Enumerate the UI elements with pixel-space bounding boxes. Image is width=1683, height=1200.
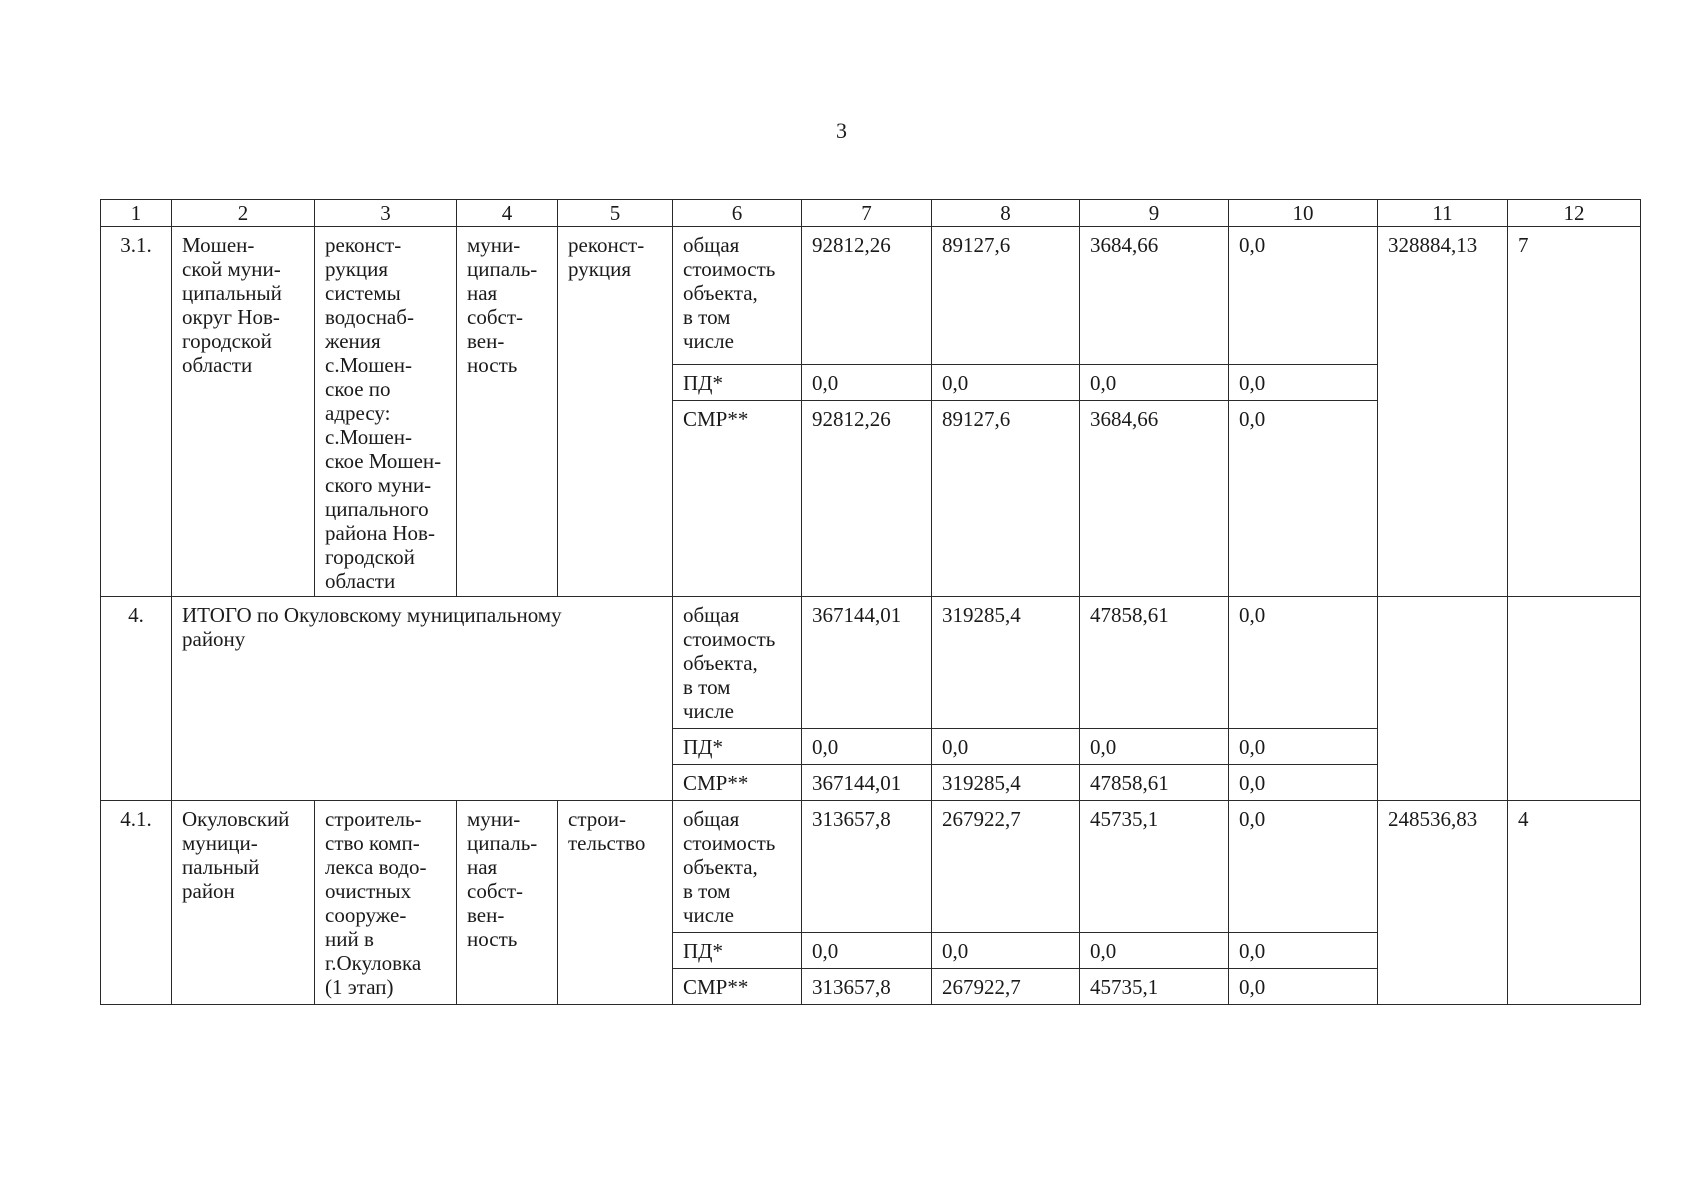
object-cell: строитель- ство комп- лекса водо- очистных сооруже- ний в г.Окуловка (1 этап) <box>315 801 457 1005</box>
work-type-cell: строи- тельство <box>558 801 673 1005</box>
value-cell: 267922,7 <box>932 969 1080 1005</box>
empty-cell <box>1378 597 1508 801</box>
empty-cell <box>1508 597 1641 801</box>
column-number: 11 <box>1378 200 1508 227</box>
value-cell: 319285,4 <box>932 765 1080 801</box>
cost-label: общая стоимость объекта, в том числе <box>673 801 802 933</box>
column-number: 12 <box>1508 200 1641 227</box>
page-number: 3 <box>836 118 847 143</box>
column-number: 4 <box>457 200 558 227</box>
row-number: 4.1. <box>101 801 172 1005</box>
value-cell: 319285,4 <box>932 597 1080 729</box>
budget-table <box>100 199 1641 1005</box>
column-number: 6 <box>673 200 802 227</box>
value-cell: 3684,66 <box>1080 401 1229 597</box>
cost-label: СМР** <box>673 969 802 1005</box>
value-cell: 313657,8 <box>802 801 932 933</box>
ownership-cell: муни- ципаль- ная собст- вен- ность <box>457 227 558 597</box>
value-cell: 0,0 <box>1229 801 1378 933</box>
column-number: 5 <box>558 200 673 227</box>
cost-label: СМР** <box>673 765 802 801</box>
value-cell: 0,0 <box>932 729 1080 765</box>
value-cell: 0,0 <box>1229 933 1378 969</box>
cost-label: СМР** <box>673 401 802 597</box>
cost-label: общая стоимость объекта, в том числе <box>673 597 802 729</box>
row-number: 4. <box>101 597 172 801</box>
value-cell: 7 <box>1508 227 1641 597</box>
object-cell: реконст- рукция системы водоснаб- жения с.Мошен- ское по адресу: с.Мошен- ское Мошен- ского муни- ципального района Нов- городской области <box>315 227 457 597</box>
table-row <box>101 227 1641 365</box>
cost-label: ПД* <box>673 933 802 969</box>
value-cell: 0,0 <box>1080 729 1229 765</box>
value-cell: 92812,26 <box>802 227 932 365</box>
value-cell: 45735,1 <box>1080 969 1229 1005</box>
ownership-cell: муни- ципаль- ная собст- вен- ность <box>457 801 558 1005</box>
value-cell: 0,0 <box>1080 933 1229 969</box>
value-cell: 0,0 <box>1080 365 1229 401</box>
value-cell: 0,0 <box>1229 969 1378 1005</box>
value-cell: 89127,6 <box>932 227 1080 365</box>
value-cell: 267922,7 <box>932 801 1080 933</box>
column-number-row <box>101 200 1641 227</box>
column-number: 7 <box>802 200 932 227</box>
value-cell: 89127,6 <box>932 401 1080 597</box>
column-number: 1 <box>101 200 172 227</box>
value-cell: 92812,26 <box>802 401 932 597</box>
value-cell: 0,0 <box>1229 401 1378 597</box>
value-cell: 313657,8 <box>802 969 932 1005</box>
value-cell: 328884,13 <box>1378 227 1508 597</box>
column-number: 10 <box>1229 200 1378 227</box>
value-cell: 0,0 <box>1229 765 1378 801</box>
work-type-cell: реконст- рукция <box>558 227 673 597</box>
cost-label: общая стоимость объекта, в том числе <box>673 227 802 365</box>
column-number: 8 <box>932 200 1080 227</box>
cost-label: ПД* <box>673 365 802 401</box>
value-cell: 0,0 <box>932 365 1080 401</box>
owner-cell: Окуловский муници- пальный район <box>172 801 315 1005</box>
value-cell: 0,0 <box>802 933 932 969</box>
value-cell: 0,0 <box>802 365 932 401</box>
cost-label: ПД* <box>673 729 802 765</box>
value-cell: 248536,83 <box>1378 801 1508 1005</box>
table-row <box>101 801 1641 933</box>
value-cell: 0,0 <box>1229 365 1378 401</box>
column-number: 2 <box>172 200 315 227</box>
value-cell: 0,0 <box>802 729 932 765</box>
row-number: 3.1. <box>101 227 172 597</box>
value-cell: 0,0 <box>932 933 1080 969</box>
value-cell: 0,0 <box>1229 227 1378 365</box>
column-number: 9 <box>1080 200 1229 227</box>
column-number: 3 <box>315 200 457 227</box>
value-cell: 4 <box>1508 801 1641 1005</box>
value-cell: 0,0 <box>1229 597 1378 729</box>
value-cell: 47858,61 <box>1080 597 1229 729</box>
owner-cell: Мошен- ской муни- ципальный округ Нов- городской области <box>172 227 315 597</box>
value-cell: 47858,61 <box>1080 765 1229 801</box>
value-cell: 45735,1 <box>1080 801 1229 933</box>
total-title-cell: ИТОГО по Окуловскому муниципальному району <box>172 597 673 801</box>
value-cell: 367144,01 <box>802 597 932 729</box>
value-cell: 3684,66 <box>1080 227 1229 365</box>
value-cell: 367144,01 <box>802 765 932 801</box>
table-row <box>101 597 1641 729</box>
value-cell: 0,0 <box>1229 729 1378 765</box>
